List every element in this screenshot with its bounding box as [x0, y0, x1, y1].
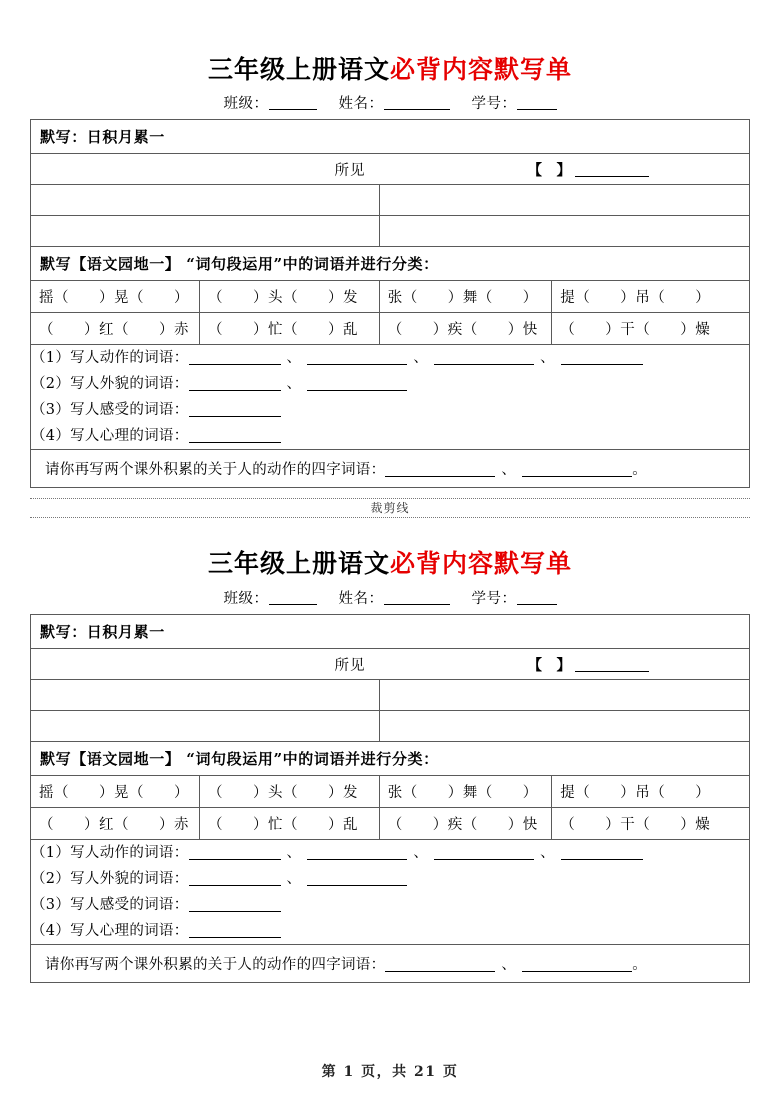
extra-blank[interactable]: [385, 461, 495, 477]
question-label: （1）写人动作的词语：: [31, 350, 189, 367]
section-one-header: 默写：日积月累一: [40, 622, 165, 641]
word-cell[interactable]: [31, 313, 200, 345]
table-row: [31, 185, 750, 216]
question-label: （3）写人感受的词语：: [31, 896, 189, 913]
word-cell[interactable]: [31, 807, 200, 839]
word-cell[interactable]: [31, 281, 200, 313]
question-label: （4）写人心理的词语：: [31, 428, 189, 445]
page-title-red: 必背内容默写单: [390, 55, 573, 84]
extra-blank[interactable]: [385, 956, 495, 972]
section-one-header: 默写：日积月累一: [40, 128, 165, 147]
extra-prompt-label: 请你再写两个课外积累的关于人的动作的四字词语：: [45, 956, 386, 973]
question-blank[interactable]: [189, 896, 281, 912]
worksheet-table-2: [30, 614, 750, 983]
name-label: 姓名：: [338, 590, 384, 607]
question-label: （2）写人外貌的词语：: [31, 376, 189, 393]
word-cell[interactable]: [379, 281, 552, 313]
question-line: [31, 423, 749, 449]
page-title-black: 三年级上册语文: [207, 549, 390, 579]
question-blank[interactable]: [561, 349, 643, 365]
question-line: （2）写人外貌的词语： 、: [31, 866, 749, 892]
question-blank[interactable]: [189, 349, 281, 365]
poem-write-cell-1a[interactable]: [31, 185, 380, 216]
question-label: （2）写人外貌的词语：: [31, 870, 189, 887]
extra-blank[interactable]: [522, 956, 632, 972]
table-row: [31, 839, 750, 944]
word-text: （ ）干（ ）燥: [560, 816, 711, 833]
student-id-input[interactable]: [517, 590, 557, 605]
extra-prompt-cell: [31, 944, 750, 982]
word-cell[interactable]: [31, 775, 200, 807]
class-input[interactable]: [269, 590, 317, 605]
table-row: [31, 247, 750, 281]
word-text: 张（ ）舞（ ）: [387, 290, 538, 307]
poem-title: 所见: [334, 657, 366, 674]
word-text: （ ）头（ ）发: [207, 290, 358, 307]
poem-write-cell-1a[interactable]: [31, 679, 380, 710]
question-label: （1）写人动作的词语：: [31, 844, 189, 861]
section-one-header-cell: [31, 120, 750, 154]
question-line: （1）写人动作的词语： 、 、 、: [31, 345, 749, 371]
page-title: [30, 548, 750, 579]
extra-tail: 。: [632, 462, 648, 479]
poem-write-cell-2b[interactable]: [379, 710, 749, 741]
word-cell[interactable]: [379, 775, 552, 807]
section-two-header: 默写【语文园地一】 “词句段运用”中的词语并进行分类：: [40, 255, 439, 274]
classification-questions-cell: [31, 345, 750, 450]
class-label: 班级：: [223, 590, 269, 607]
poem-write-cell-2a[interactable]: [31, 710, 380, 741]
poem-title-cell: [31, 154, 750, 185]
word-cell[interactable]: [379, 313, 552, 345]
table-row: [31, 710, 750, 741]
poem-author-input[interactable]: [575, 657, 649, 672]
word-cell[interactable]: [552, 313, 750, 345]
word-cell[interactable]: [552, 807, 750, 839]
page-title-red: 必背内容默写单: [390, 549, 573, 579]
student-info-line: [30, 92, 750, 113]
classification-questions-cell: [31, 839, 750, 944]
poem-author-field: [528, 654, 650, 675]
word-text: （ ）红（ ）赤: [39, 322, 189, 339]
question-blank[interactable]: [189, 844, 281, 860]
word-text: （ ）红（ ）赤: [39, 816, 189, 833]
question-label: （4）写人心理的词语：: [31, 922, 189, 939]
question-blank[interactable]: [307, 375, 407, 391]
poem-write-cell-1b[interactable]: [379, 679, 749, 710]
poem-author-field: [528, 159, 650, 180]
table-row: [31, 216, 750, 247]
section-one-header-cell: [31, 614, 750, 648]
extra-prompt-cell: [31, 450, 750, 488]
table-row: [31, 614, 750, 648]
word-text: 提（ ）吊（ ）: [560, 784, 711, 801]
name-input[interactable]: [384, 590, 450, 605]
worksheet-table-1: [30, 119, 750, 488]
word-cell[interactable]: [199, 807, 379, 839]
name-input[interactable]: [384, 95, 450, 110]
poem-title-cell: [31, 648, 750, 679]
word-text: 张（ ）舞（ ）: [387, 784, 538, 801]
question-blank[interactable]: [189, 922, 281, 938]
question-line: [31, 892, 749, 918]
word-cell[interactable]: [199, 281, 379, 313]
extra-tail: 。: [632, 956, 648, 973]
question-line: （1）写人动作的词语： 、 、 、: [31, 840, 749, 866]
student-info-line: [30, 587, 750, 608]
word-cell[interactable]: [199, 775, 379, 807]
question-blank[interactable]: [561, 844, 643, 860]
student-id-input[interactable]: [517, 95, 557, 110]
word-text: （ ）忙（ ）乱: [207, 322, 358, 339]
cut-line-dotted-top: [30, 498, 750, 499]
question-blank[interactable]: [189, 401, 281, 417]
name-label: 姓名：: [338, 96, 384, 113]
question-blank[interactable]: [307, 844, 407, 860]
student-id-label: 学号：: [471, 590, 517, 607]
question-blank[interactable]: [434, 844, 534, 860]
table-row: [31, 944, 750, 982]
word-text: （ ）头（ ）发: [207, 784, 358, 801]
word-text: （ ）忙（ ）乱: [207, 816, 358, 833]
class-label: 班级：: [223, 96, 269, 113]
question-blank[interactable]: [434, 349, 534, 365]
extra-prompt-line: 请你再写两个课外积累的关于人的动作的四字词语： 、 。: [45, 956, 648, 973]
page-title: [30, 54, 750, 85]
word-cell[interactable]: [379, 807, 552, 839]
word-text: （ ）疾（ ）快: [387, 322, 538, 339]
table-row: [31, 345, 750, 450]
question-blank[interactable]: [307, 870, 407, 886]
question-blank[interactable]: [307, 349, 407, 365]
table-row: [31, 313, 750, 345]
poem-author-bracket: 【 】: [527, 656, 571, 674]
table-row: [31, 450, 750, 488]
question-label: （3）写人感受的词语：: [31, 402, 189, 419]
poem-write-cell-2a[interactable]: [31, 216, 380, 247]
question-blank[interactable]: [189, 870, 281, 886]
question-blank[interactable]: [189, 427, 281, 443]
word-cell[interactable]: [552, 775, 750, 807]
worksheet-copy-2: [0, 534, 780, 982]
word-text: （ ）干（ ）燥: [560, 322, 711, 339]
worksheet-copy-1: [0, 0, 780, 488]
table-row: [31, 648, 750, 679]
poem-write-cell-1b[interactable]: [379, 185, 749, 216]
section-two-header-cell: [31, 741, 750, 775]
word-cell[interactable]: [199, 313, 379, 345]
student-id-label: 学号：: [471, 96, 517, 113]
page-footer: 第 1 页，共 21 页: [321, 1064, 459, 1080]
extra-prompt-line: 请你再写两个课外积累的关于人的动作的四字词语： 、 。: [45, 462, 648, 479]
word-text: 摇（ ）晃（ ）: [39, 784, 189, 801]
section-two-header-cell: [31, 247, 750, 281]
cut-line-label: 裁剪线: [370, 501, 410, 516]
question-line: [31, 397, 749, 423]
word-cell[interactable]: [552, 281, 750, 313]
word-text: 提（ ）吊（ ）: [560, 290, 711, 307]
table-row: [31, 154, 750, 185]
word-text: 摇（ ）晃（ ）: [39, 290, 189, 307]
table-row: [31, 120, 750, 154]
extra-blank[interactable]: [522, 461, 632, 477]
word-text: （ ）疾（ ）快: [387, 816, 538, 833]
poem-title: 所见: [334, 163, 366, 180]
table-row: [31, 679, 750, 710]
cut-line-dotted-bottom: [30, 517, 750, 518]
poem-author-input[interactable]: [575, 162, 649, 177]
extra-prompt-label: 请你再写两个课外积累的关于人的动作的四字词语：: [45, 462, 386, 479]
poem-write-cell-2b[interactable]: [379, 216, 749, 247]
class-input[interactable]: [269, 95, 317, 110]
question-line: （2）写人外貌的词语： 、: [31, 371, 749, 397]
table-row: [31, 741, 750, 775]
section-two-header: 默写【语文园地一】 “词句段运用”中的词语并进行分类：: [40, 749, 439, 768]
table-row: [31, 775, 750, 807]
poem-author-bracket: 【 】: [527, 162, 571, 180]
table-row: [31, 807, 750, 839]
table-row: [31, 281, 750, 313]
question-line: [31, 918, 749, 944]
question-blank[interactable]: [189, 375, 281, 391]
page-title-black: 三年级上册语文: [207, 55, 390, 84]
cut-line-separator: [30, 498, 750, 534]
